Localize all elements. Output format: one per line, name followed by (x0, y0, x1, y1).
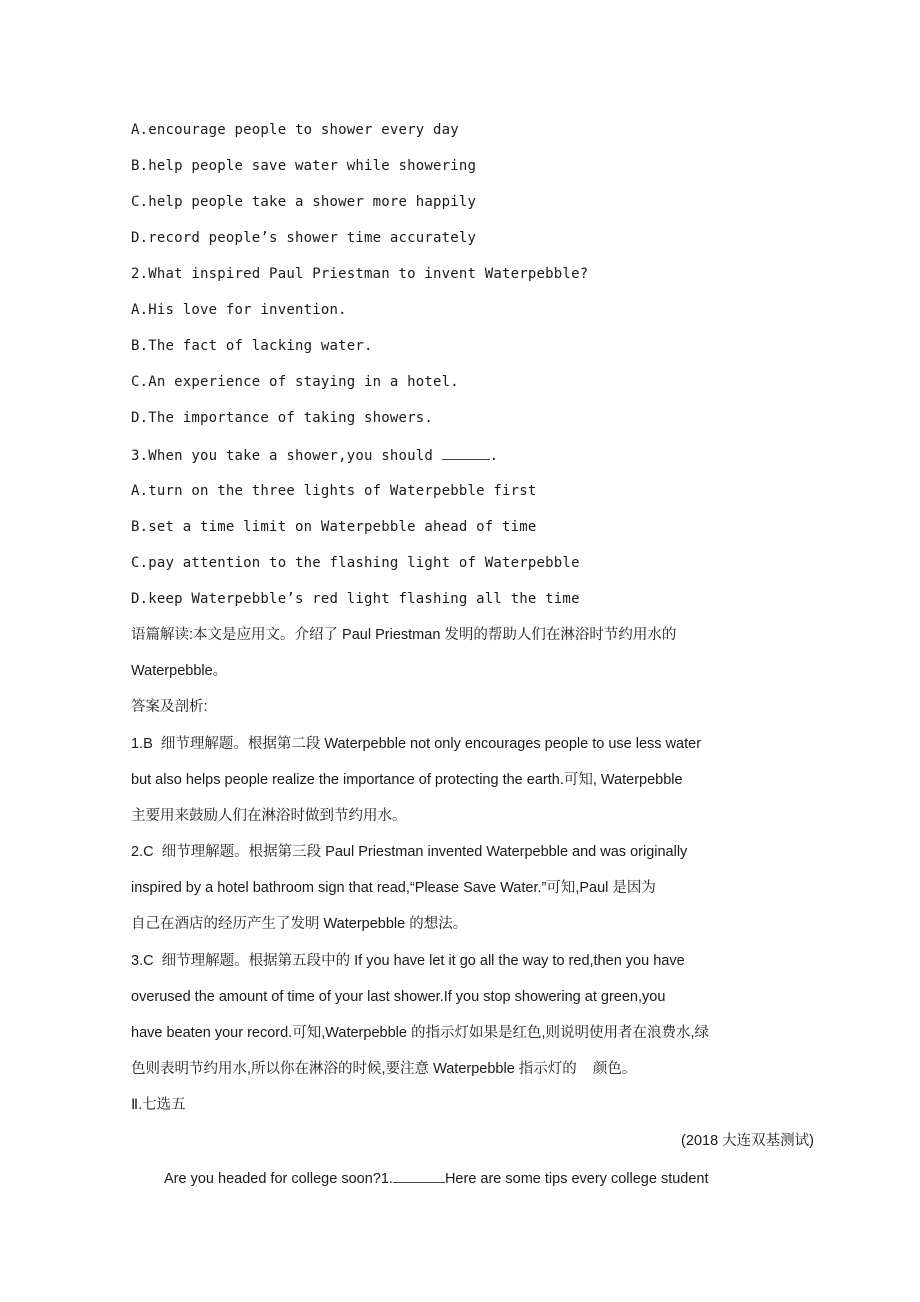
answer-2-line2: inspired by a hotel bathroom sign that read,“Please Save Water.”可知,Paul 是因为 (131, 880, 656, 896)
source-note: (2018 大连双基测试) (681, 1133, 814, 1149)
q1-option-d: D.record people’s shower time accurately (131, 230, 477, 246)
q3-question-text: 3.When you take a shower,you should (131, 448, 442, 464)
q3-option-a: A.turn on the three lights of Waterpebble first (131, 483, 537, 499)
answers-heading: 答案及剖析: (131, 699, 208, 715)
answer-1-line2: but also helps people realize the importance of protecting the earth.可知, Waterpebble (131, 772, 683, 788)
section-heading: Ⅱ.七选五 (131, 1097, 186, 1113)
q1-option-c: C.help people take a shower more happily (131, 194, 477, 210)
q3-option-d: D.keep Waterpebble’s red light flashing all the time (131, 591, 580, 607)
answer-blank (393, 1168, 445, 1183)
passage-summary-line2: Waterpebble。 (131, 663, 228, 679)
answer-blank (442, 445, 490, 460)
answer-2-line3: 自己在酒店的经历产生了发明 Waterpebble 的想法。 (131, 916, 468, 932)
q1-option-b: B.help people save water while showering (131, 158, 477, 174)
passage-first-line (164, 1168, 709, 1189)
q3-question-end: . (489, 448, 499, 464)
q3-option-b: B.set a time limit on Waterpebble ahead of time (131, 519, 537, 535)
q2-option-b: B.The fact of lacking water. (131, 338, 373, 354)
q2-option-d: D.The importance of taking showers. (131, 410, 434, 426)
answer-3-line2: overused the amount of time of your last shower.If you stop showering at green,you (131, 989, 666, 1005)
answer-3-line4: 色则表明节约用水,所以你在淋浴的时候,要注意 Waterpebble 指示灯的 颜色。 (131, 1061, 637, 1077)
q1-option-a: A.encourage people to shower every day (131, 122, 459, 138)
answer-3-line1: 3.C 细节理解题。根据第五段中的 If you have let it go all the way to red,then you have (131, 953, 685, 969)
answer-2-line1: 2.C 细节理解题。根据第三段 Paul Priestman invented Waterpebble and was originally (131, 844, 688, 860)
q2-question: 2.What inspired Paul Priestman to invent Waterpebble? (131, 266, 589, 282)
passage-summary-line1: 语篇解读:本文是应用文。介绍了 Paul Priestman 发明的帮助人们在淋浴时节约用水的 (131, 627, 677, 643)
answer-1-line1: 1.B 细节理解题。根据第二段 Waterpebble not only encourages people to use less water (131, 736, 702, 752)
passage-text-before: Are you headed for college soon?1. (164, 1171, 393, 1187)
q2-option-c: C.An experience of staying in a hotel. (131, 374, 459, 390)
q2-option-a: A.His love for invention. (131, 302, 347, 318)
answer-3-line3: have beaten your record.可知,Waterpebble 的指示灯如果是红色,则说明使用者在浪费水,绿 (131, 1025, 710, 1041)
q3-question (131, 445, 498, 466)
q3-option-c: C.pay attention to the flashing light of Waterpebble (131, 555, 580, 571)
answer-1-line3: 主要用来鼓励人们在淋浴时做到节约用水。 (131, 808, 407, 824)
passage-text-after: Here are some tips every college student (444, 1171, 709, 1187)
